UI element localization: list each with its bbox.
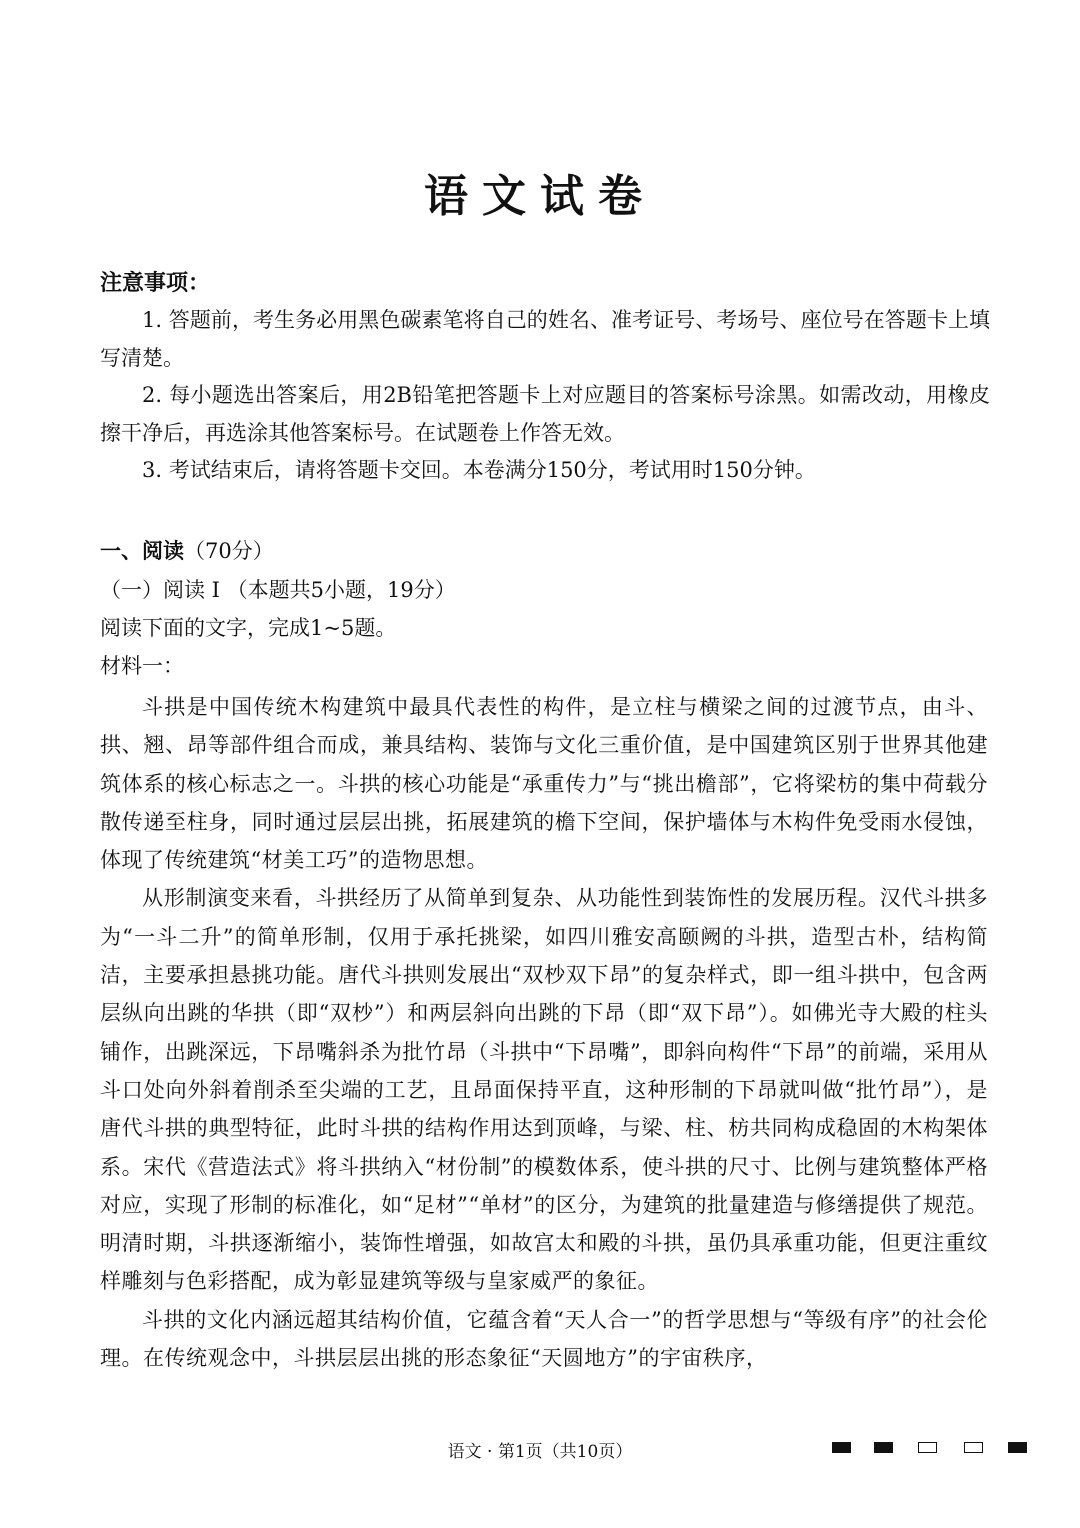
reading-instruction: 阅读下面的文字，完成1~5题。 xyxy=(100,616,397,640)
registration-mark xyxy=(918,1442,937,1453)
registration-mark xyxy=(832,1442,851,1453)
notice-item: 2. 每小题选出答案后，用2B铅笔把答题卡上对应题目的答案标号涂黑。如需改动，用橡皮擦干净后，再选涂其他答案标号。在试题卷上作答无效。 xyxy=(100,383,990,445)
section-title: 一、阅读 xyxy=(100,538,184,563)
sub-section-heading: （一）阅读 I （本题共5小题，19分） xyxy=(100,578,456,602)
notice-heading: 注意事项： xyxy=(100,270,211,296)
material-paragraph: 从形制演变来看，斗拱经历了从简单到复杂、从功能性到装饰性的发展历程。汉代斗拱多为“一斗二升”的简单形制，仅用于承托挑梁，如四川雅安高颐阙的斗拱，造型古朴，结构简洁，主要承担悬挑功能。唐代斗拱则发展出“双杪双下昂”的复杂样式，即一组斗拱中，包含两层纵向出跳的华拱（即“双杪”）和两层斜向出跳的下昂（即“双下昂”）。如佛光寺大殿的柱头铺作，出跳深远，下昂嘴斜杀为批竹昂（斗拱中“下昂嘴”，即斜向构件“下昂”的前端，采用从斗口处向外斜着削杀至尖端的工艺，且昂面保持平直，这种形制的下昂就叫做“批竹昂”），是唐代斗拱的典型特征，此时斗拱的结构作用达到顶峰，与梁、柱、枋共同构成稳固的木构架体系。宋代《营造法式》将斗拱纳入“材份制”的模数体系，使斗拱的尺寸、比例与建筑整体严格对应，实现了形制的标准化，如“足材”“单材”的区分，为建筑的批量建造与修缮提供了规范。明清时期，斗拱逐渐缩小，装饰性增强，如故宫太和殿的斗拱，虽仍具承重功能，但更注重纹样雕刻与色彩搭配，成为彰显建筑等级与皇家威严的象征。 xyxy=(100,886,988,1294)
scan-registration-marks xyxy=(832,1442,1032,1456)
registration-mark xyxy=(964,1442,983,1453)
material-paragraph: 斗拱的文化内涵远超其结构价值，它蕴含着“天人合一”的哲学思想与“等级有序”的社会伦理。在传统观念中，斗拱层层出挑的形态象征“天圆地方”的宇宙秩序， xyxy=(100,1307,988,1371)
material-label: 材料一： xyxy=(100,654,184,678)
section-score: （70分） xyxy=(184,539,274,563)
material-paragraph: 斗拱是中国传统木构建筑中最具代表性的构件，是立柱与横梁之间的过渡节点，由斗、拱、翘、昂等部件组合而成，兼具结构、装饰与文化三重价值，是中国建筑区别于世界其他建筑体系的核心标志之一。斗拱的核心功能是“承重传力”与“挑出檐部”，它将梁枋的集中荷载分散传递至柱身，同时通过层层出挑，拓展建筑的檐下空间，保护墙体与木构件免受雨水侵蚀，体现了传统建筑“材美工巧”的造物思想。 xyxy=(100,695,988,873)
exam-title: 语文试卷 xyxy=(424,171,656,222)
section-heading xyxy=(100,535,274,565)
page-footer: 语文 · 第1页（共10页） xyxy=(447,1442,633,1462)
notice-item: 1. 答题前，考生务必用黑色碳素笔将自己的姓名、准考证号、考场号、座位号在答题卡上填写清楚。 xyxy=(100,308,990,370)
notice-item: 3. 考试结束后，请将答题卡交回。本卷满分150分，考试用时150分钟。 xyxy=(142,458,816,482)
notice-list xyxy=(100,302,990,490)
registration-mark xyxy=(874,1442,893,1453)
registration-mark xyxy=(1008,1442,1027,1453)
material-body xyxy=(100,688,988,1377)
